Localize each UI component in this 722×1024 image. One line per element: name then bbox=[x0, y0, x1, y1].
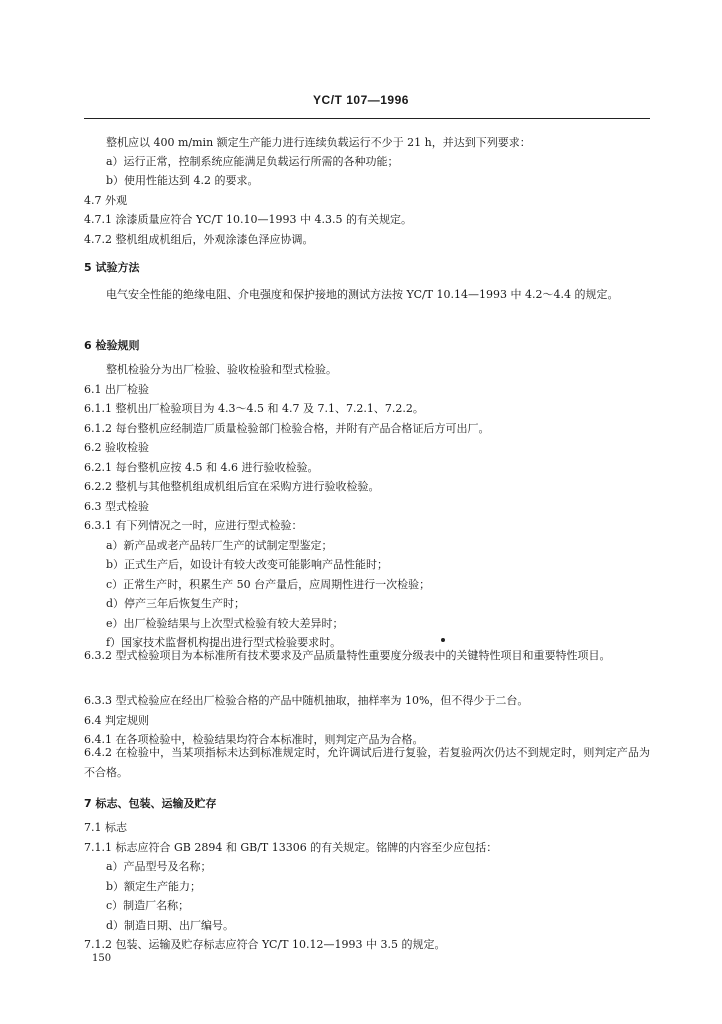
page-number: 150 bbox=[92, 953, 112, 964]
list-item: d）停产三年后恢复生产时； bbox=[106, 597, 246, 610]
header-rule bbox=[84, 118, 650, 119]
list-item: a）新产品或老产品转厂生产的试制定型鉴定； bbox=[106, 539, 333, 552]
list-item: b）额定生产能力； bbox=[106, 880, 202, 893]
clause-heading: 6.4 判定规则 bbox=[84, 714, 149, 727]
clause-text: 6.2.1 每台整机应按 4.5 和 4.6 进行验收检验。 bbox=[84, 461, 319, 474]
list-item: b）使用性能达到 4.2 的要求。 bbox=[106, 174, 259, 187]
body-paragraph: 整机检验分为出厂检验、验收检验和型式检验。 bbox=[106, 363, 337, 376]
list-item: c）正常生产时，积累生产 50 台产量后，应周期性进行一次检验； bbox=[106, 578, 431, 591]
section-heading: 7 标志、包装、运输及贮存 bbox=[84, 797, 217, 810]
clause-heading: 4.7 外观 bbox=[84, 194, 127, 207]
clause-heading: 6.3 型式检验 bbox=[84, 500, 149, 513]
clause-text: 6.1.1 整机出厂检验项目为 4.3～4.5 和 4.7 及 7.1、7.2.1、7.2.2。 bbox=[84, 402, 424, 415]
clause-text: 4.7.2 整机组成机组后，外观涂漆色泽应协调。 bbox=[84, 233, 314, 246]
stray-dot bbox=[441, 638, 445, 642]
section-heading: 6 检验规则 bbox=[84, 339, 140, 352]
clause-text: 6.4.2 在检验中，当某项指标未达到标准规定时，允许调试后进行复验，若复验两次仍达不到规定时，则判定产品为不合格。 bbox=[84, 746, 650, 779]
body-paragraph: 电气安全性能的绝缘电阻、介电强度和保护接地的测试方法按 YC/T 10.14—1993 中 4.2～4.4 的规定。 bbox=[106, 288, 619, 301]
clause-text: 6.4.1 在各项检验中，检验结果均符合本标准时，则判定产品为合格。 bbox=[84, 733, 424, 746]
clause-text: 6.2.2 整机与其他整机组成机组后宜在采购方进行验收检验。 bbox=[84, 480, 380, 493]
list-item: c）制造厂名称； bbox=[106, 899, 190, 912]
page-header-title: YC/T 107—1996 bbox=[313, 93, 409, 107]
list-item: a）产品型号及名称； bbox=[106, 860, 212, 873]
clause-text: 6.3.3 型式检验应在经出厂检验合格的产品中随机抽取，抽样率为 10%，但不得少于二台。 bbox=[84, 694, 529, 707]
clause-text: 7.1.1 标志应符合 GB 2894 和 GB/T 13306 的有关规定。铭牌的内容至少应包括： bbox=[84, 841, 498, 854]
clause-text: 4.7.1 涂漆质量应符合 YC/T 10.10—1993 中 4.3.5 的有关规定。 bbox=[84, 213, 412, 226]
list-item: b）正式生产后，如设计有较大改变可能影响产品性能时； bbox=[106, 558, 389, 571]
clause-heading: 6.1 出厂检验 bbox=[84, 383, 149, 396]
clause-text: 7.1.2 包装、运输及贮存标志应符合 YC/T 10.12—1993 中 3.5 的规定。 bbox=[84, 938, 446, 951]
clause-text: 6.3.2 型式检验项目为本标准所有技术要求及产品质量特性重要度分级表中的关键特性项目和重要特性项目。 bbox=[84, 649, 611, 662]
list-item: a）运行正常，控制系统应能满足负载运行所需的各种功能； bbox=[106, 155, 399, 168]
clause-heading: 7.1 标志 bbox=[84, 821, 127, 834]
list-item: d）制造日期、出厂编号。 bbox=[106, 919, 235, 932]
section-heading: 5 试验方法 bbox=[84, 261, 140, 274]
clause-text: 6.1.2 每台整机应经制造厂质量检验部门检验合格，并附有产品合格证后方可出厂。 bbox=[84, 422, 490, 435]
clause-heading: 6.2 验收检验 bbox=[84, 441, 149, 454]
list-item: f）国家技术监督机构提出进行型式检验要求时。 bbox=[106, 636, 342, 649]
body-paragraph: 整机应以 400 m/min 额定生产能力进行连续负载运行不少于 21 h，并达到下列要求： bbox=[106, 136, 531, 149]
clause-text: 6.3.1 有下列情况之一时，应进行型式检验： bbox=[84, 519, 303, 532]
list-item: e）出厂检验结果与上次型式检验有较大差异时； bbox=[106, 617, 344, 630]
